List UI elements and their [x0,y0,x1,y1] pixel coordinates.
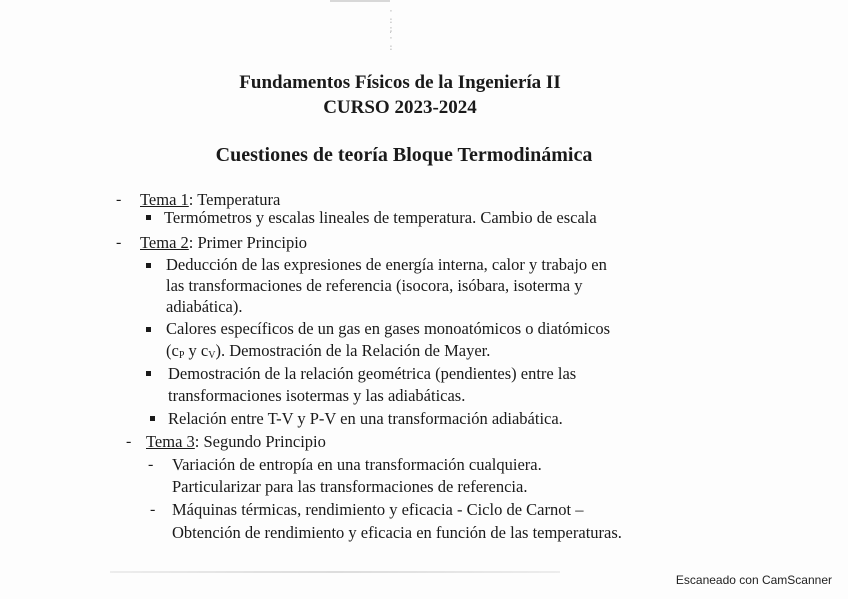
tema-1-label: Tema 1 [140,190,189,209]
tema-2-item-1-line-2: las transformaciones de referencia (isocora, isóbara, isoterma y [166,276,583,295]
tema-1-heading [140,190,280,210]
cp-subscript: P [178,350,185,361]
tema-3-heading [146,432,326,452]
dash-marker: - [116,234,122,251]
tema-2-title: : Primer Principio [188,233,308,252]
document-title: Fundamentos Físicos de la Ingeniería II [239,72,561,93]
dash-marker: - [116,191,122,208]
tema-2-item-1-line-3: adiabática). [166,297,243,316]
tema-3-item-2-line-1: Máquinas térmicas, rendimiento y eficacia - Ciclo de Carnot – [172,500,584,519]
square-bullet-icon [146,263,151,268]
tema-2-heading [140,233,307,253]
tema-2-item-2-line-1: Calores específicos de un gas en gases monoatómicos o diatómicos [166,319,611,338]
tema-2-item-1-line-1: Deducción de las expresiones de energía interna, calor y trabajo en [166,255,607,274]
scan-artifact [330,0,390,2]
dash-marker: - [148,456,154,473]
tema-2-label: Tema 2 [140,233,189,252]
tema-1-item-1: Termómetros y escalas lineales de temperatura. Cambio de escala [164,208,597,227]
staple-mark: · : ; · : [388,7,394,53]
square-bullet-icon [146,215,151,220]
square-bullet-icon [150,416,155,421]
tema-2-item-3-line-2: transformaciones isotermas y las adiabáticas. [168,386,466,405]
tema-2-item-3-line-1: Demostración de la relación geométrica (pendientes) entre las [168,364,577,383]
cp-cv-rest: ). Demostración de la Relación de Mayer. [215,341,491,360]
scan-artifact [110,571,560,573]
document-subtitle: Cuestiones de teoría Bloque Termodinámica [215,144,593,166]
tema-3-item-2-line-2: Obtención de rendimiento y eficacia en función de las temperaturas. [172,523,622,542]
tema-3-label: Tema 3 [146,432,195,451]
dash-marker: - [150,501,156,518]
square-bullet-icon [146,327,151,332]
square-bullet-icon [146,371,151,376]
cp-cv-open: (c [166,341,179,360]
tema-2-item-4: Relación entre T-V y P-V en una transformación adiabática. [168,409,563,428]
cv-subscript: V [208,350,216,361]
tema-3-item-1-line-1: Variación de entropía en una transformación cualquiera. [172,455,542,474]
course-year: CURSO 2023-2024 [323,97,477,118]
camscanner-watermark: Escaneado con CamScanner [675,573,832,587]
tema-1-title: : Temperatura [188,190,281,209]
dash-marker: - [126,433,132,450]
cp-cv-mid: y c [184,341,209,360]
tema-3-title: : Segundo Principio [194,432,326,451]
tema-2-item-2-line-2 [166,341,490,366]
tema-3-item-1-line-2: Particularizar para las transformaciones de referencia. [172,477,528,496]
